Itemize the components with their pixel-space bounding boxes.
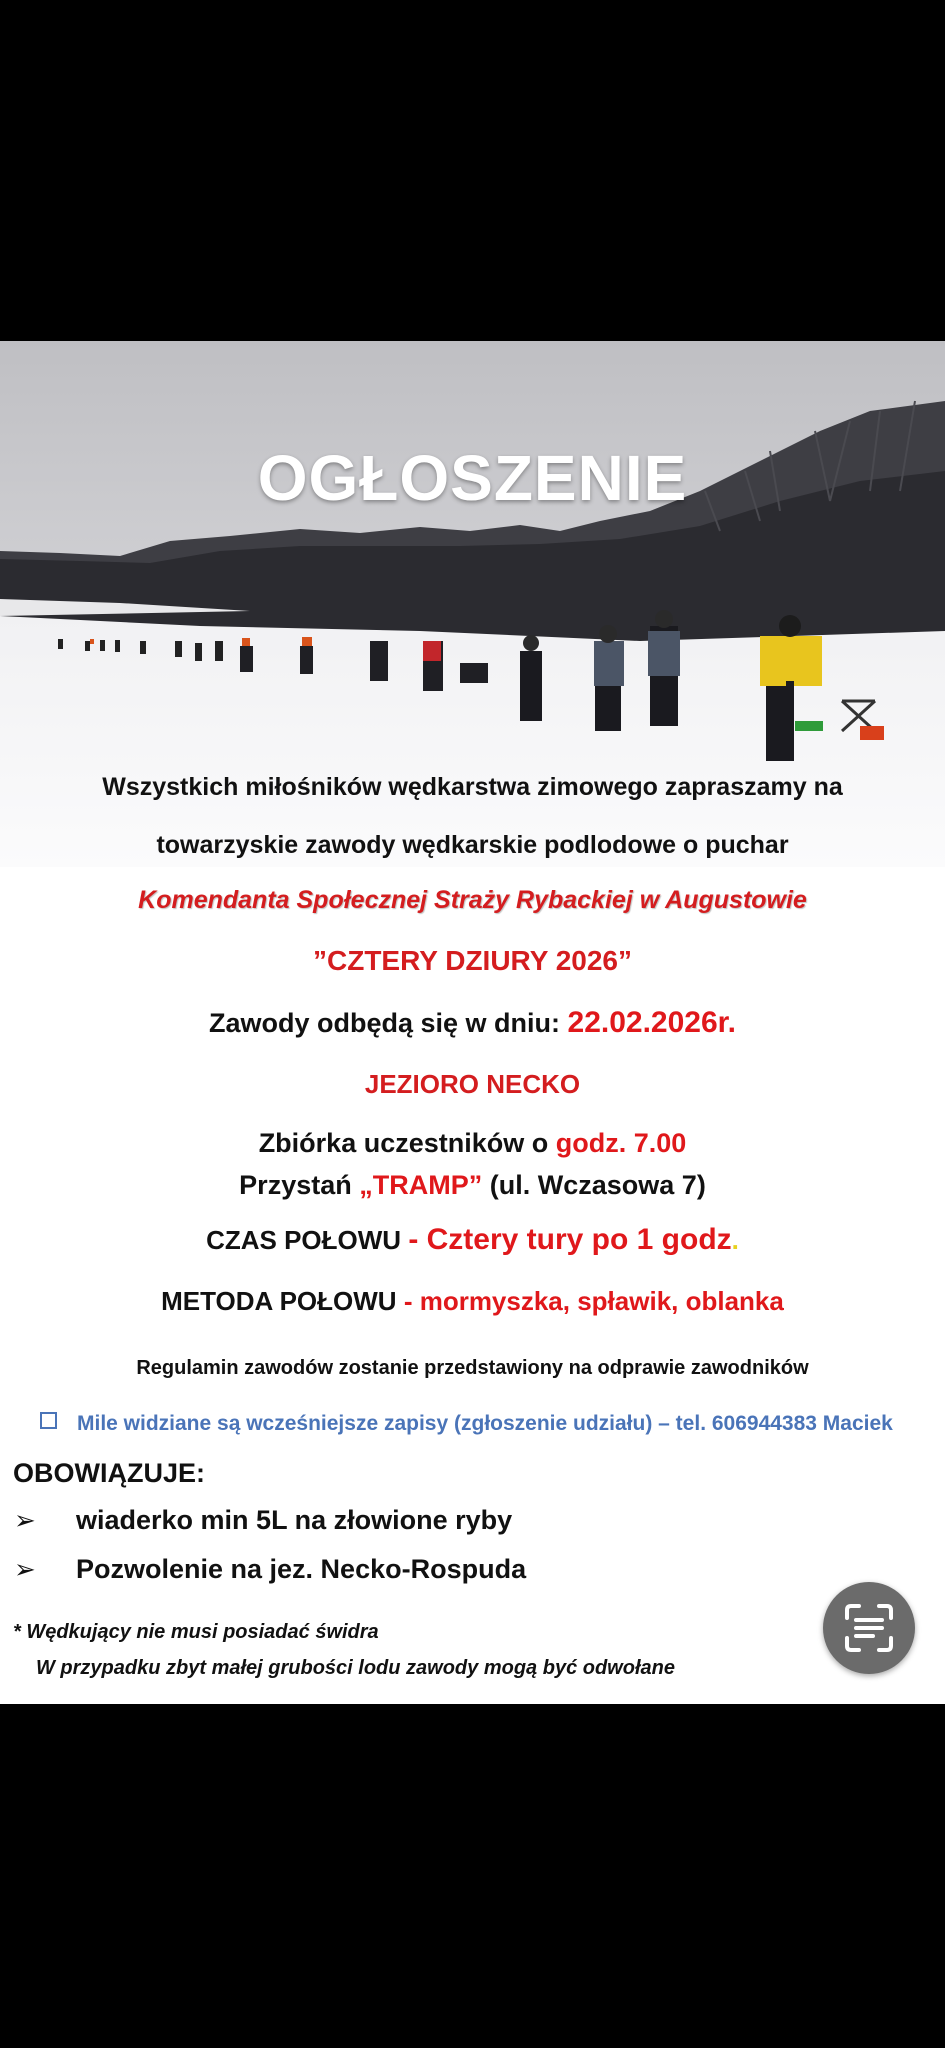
- harbor-label: Przystań: [239, 1170, 352, 1200]
- fishing-time-label: CZAS POŁOWU: [206, 1225, 402, 1255]
- signup-text: Mile widziane są wcześniejsze zapisy (zgłoszenie udziału) – tel. 606944383 Maciek: [77, 1412, 893, 1435]
- gathering-line: [0, 1128, 945, 1159]
- text-scan-button[interactable]: [823, 1582, 915, 1674]
- drill-note: * Wędkujący nie musi posiadać świdra: [13, 1621, 379, 1643]
- checkbox-icon: [40, 1412, 57, 1429]
- obligations-title: OBOWIĄZUJE:: [13, 1458, 205, 1488]
- fishing-time-line: [0, 1223, 945, 1257]
- fishing-method-label: METODA POŁOWU: [161, 1286, 397, 1316]
- ice-thickness-note: W przypadku zbyt małej grubości lodu zawody mogą być odwołane: [36, 1657, 675, 1679]
- fishing-method-line: [0, 1286, 945, 1317]
- event-name: ”CZTERY DZIURY 2026”: [313, 945, 632, 976]
- event-date-line: [0, 1006, 945, 1040]
- announcement-headline: OGŁOSZENIE: [257, 442, 688, 514]
- fishing-method-value: - mormyszka, spławik, oblanka: [403, 1286, 784, 1316]
- requirement-item: [14, 1505, 512, 1536]
- date-value: 22.02.2026r.: [567, 1006, 737, 1039]
- invitation-line-2: towarzyskie zawody wędkarskie podlodowe o puchar: [156, 831, 789, 859]
- harbor-line: [0, 1170, 945, 1201]
- gathering-label: Zbiórka uczestników o: [258, 1128, 549, 1158]
- requirement-item: [14, 1554, 526, 1585]
- requirement-text: wiaderko min 5L na złowione ryby: [76, 1505, 513, 1535]
- fishing-time-value: - Cztery tury po 1 godz: [408, 1223, 732, 1256]
- arrow-bullet-icon: ➢: [14, 1505, 36, 1535]
- fishing-time-dot: .: [731, 1225, 739, 1255]
- date-label: Zawody odbędą się w dniu:: [208, 1008, 560, 1038]
- harbor-name: „TRAMP”: [359, 1170, 483, 1200]
- announcement-poster: [0, 341, 945, 1704]
- rules-note: Regulamin zawodów zostanie przedstawiony na odprawie zawodników: [136, 1357, 809, 1379]
- signup-line: [40, 1412, 893, 1436]
- arrow-bullet-icon: ➢: [14, 1554, 36, 1584]
- invitation-line-1: Wszystkich miłośników wędkarstwa zimowego zapraszamy na: [102, 773, 843, 801]
- text-scan-icon: [823, 1582, 915, 1674]
- gathering-time: godz. 7.00: [555, 1128, 687, 1158]
- requirement-text: Pozwolenie na jez. Necko-Rospuda: [76, 1554, 527, 1584]
- cup-sponsor: Komendanta Społecznej Straży Rybackiej w Augustowie: [138, 886, 807, 914]
- lake-name: JEZIORO NECKO: [364, 1069, 581, 1099]
- harbor-address: (ul. Wczasowa 7): [489, 1170, 706, 1200]
